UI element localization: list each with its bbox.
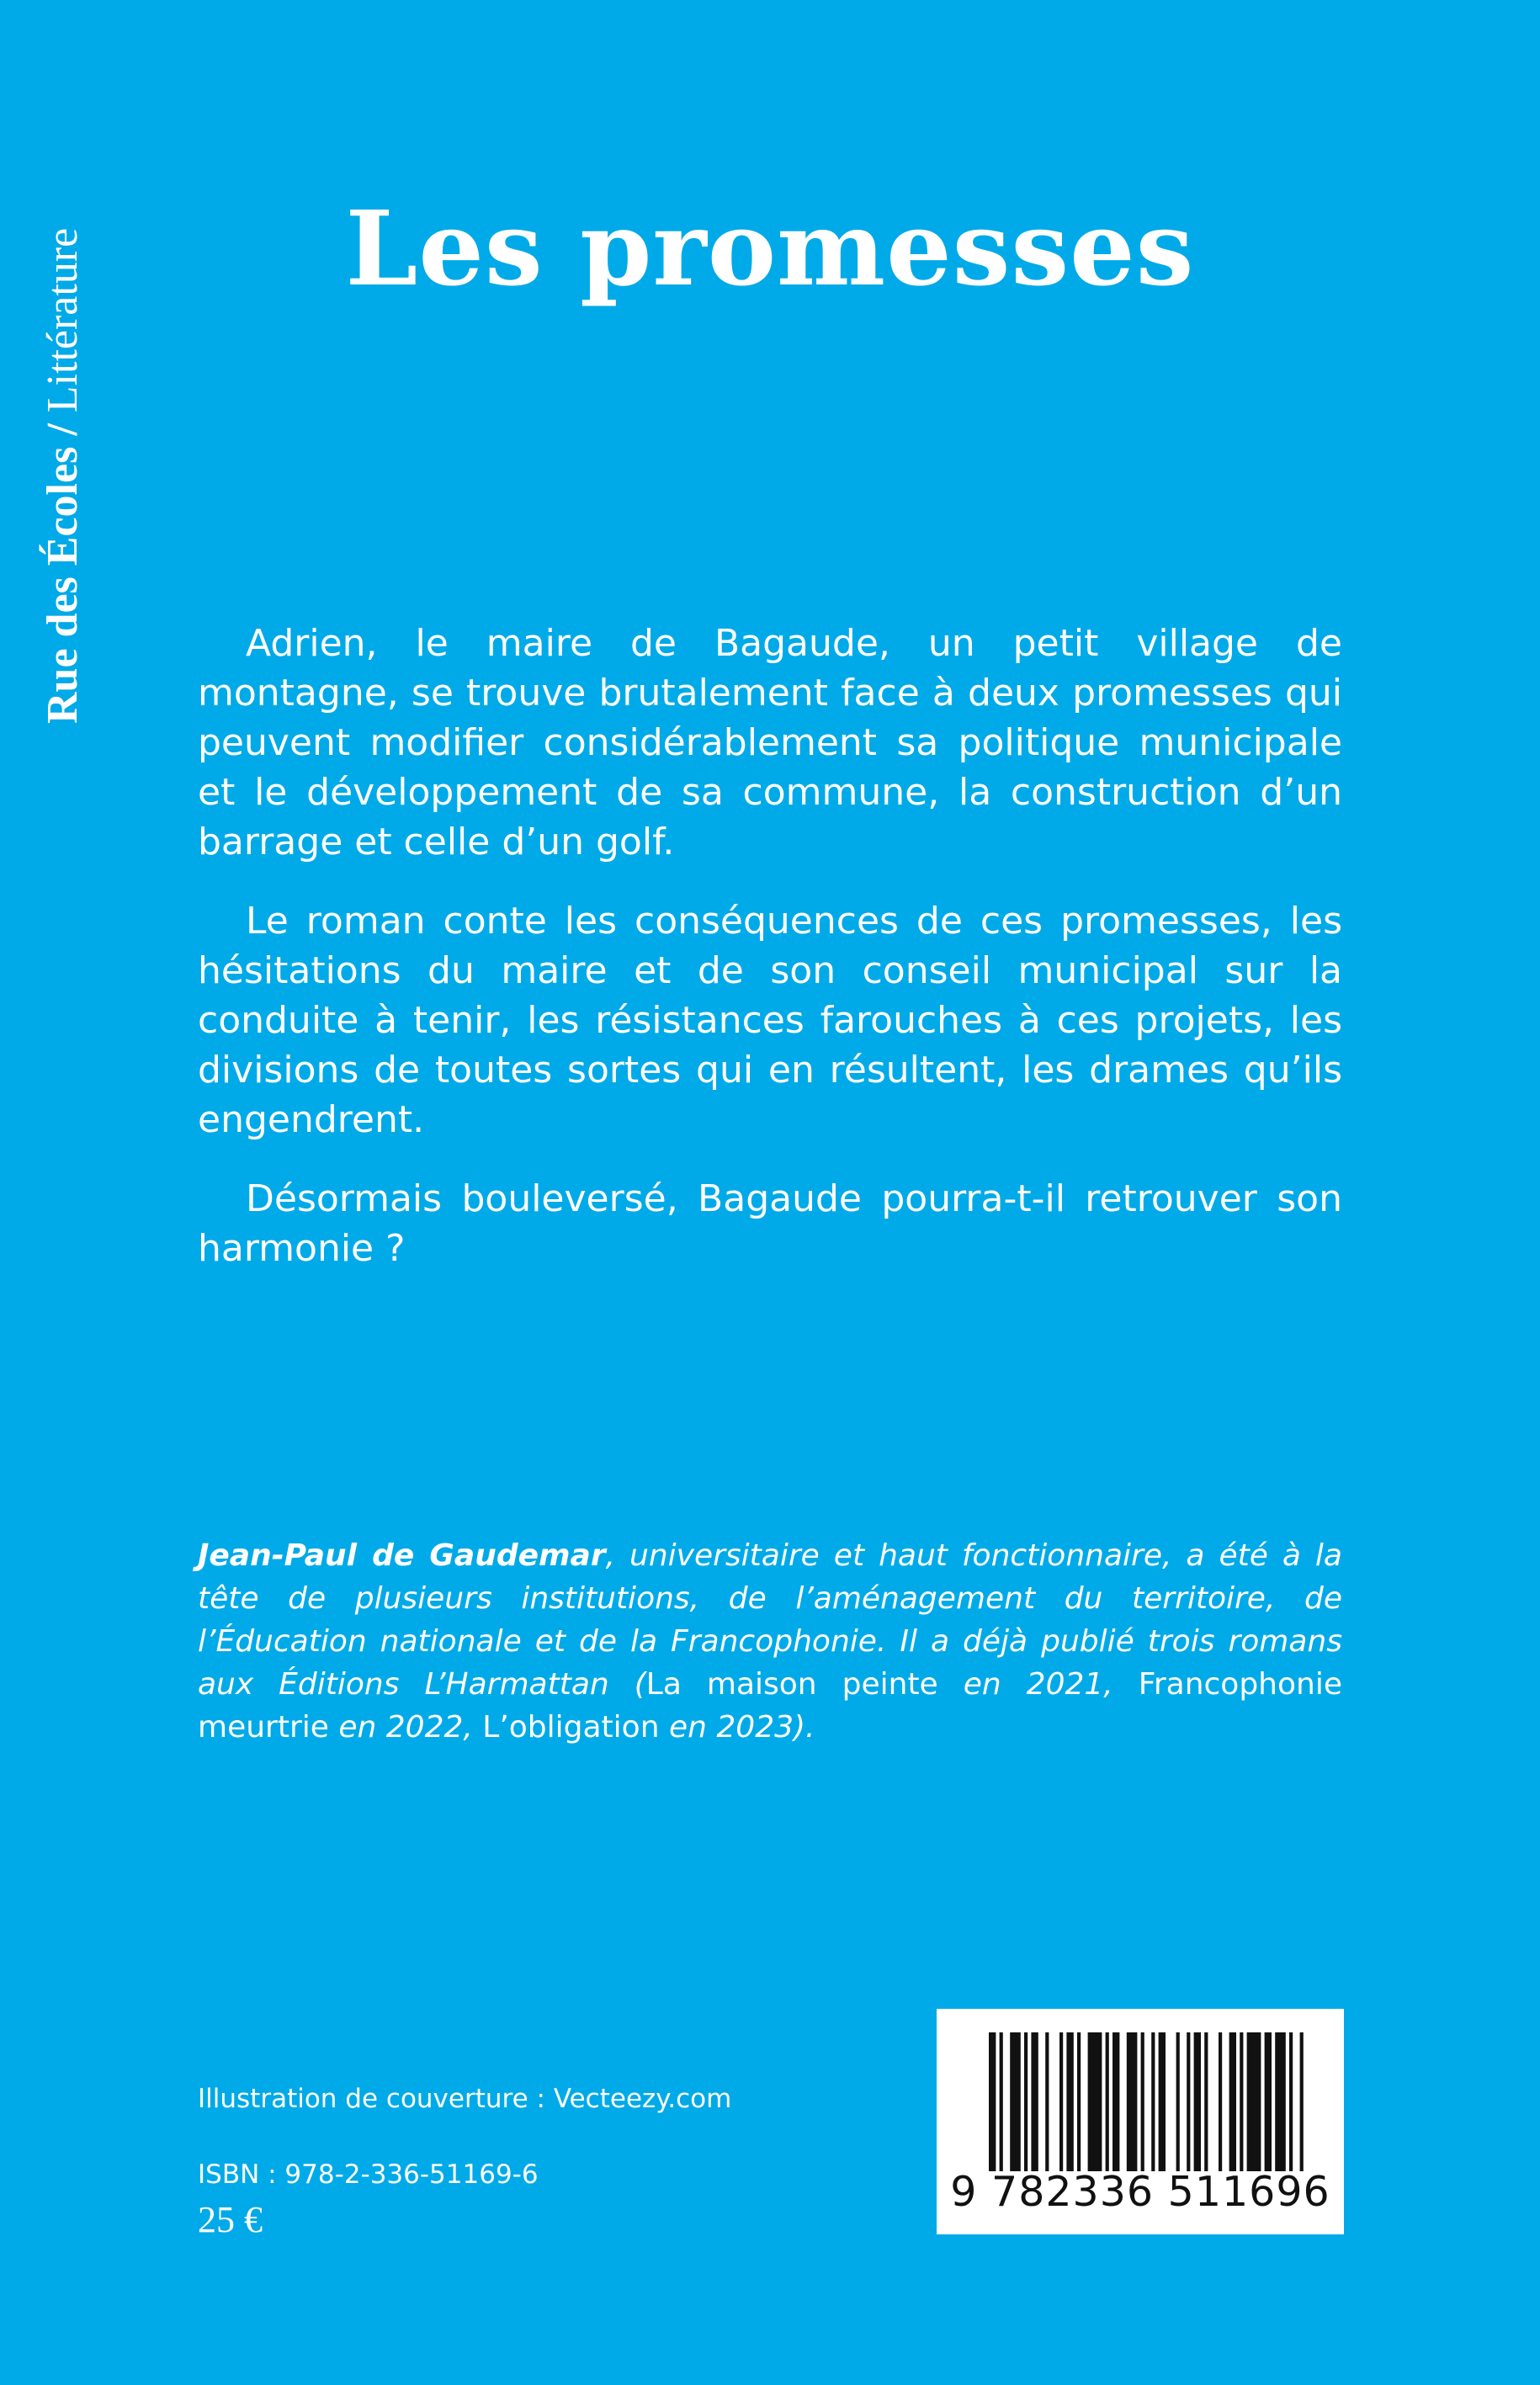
barcode-bar xyxy=(1000,2032,1003,2171)
barcode-bar xyxy=(1106,2032,1109,2171)
barcode-bar xyxy=(1194,2032,1201,2171)
bio-book-year: en 2023). xyxy=(659,1710,815,1745)
barcode-bar xyxy=(1024,2032,1028,2171)
barcode-bar xyxy=(1045,2032,1049,2171)
book-price: 25 € xyxy=(198,2199,263,2240)
illustration-credit: Illustration de couverture : Vecteezy.com xyxy=(198,2084,732,2114)
barcode-bar xyxy=(1059,2032,1063,2171)
barcode-bar xyxy=(1159,2032,1166,2171)
barcode-bar xyxy=(1010,2032,1021,2171)
bio-book-title: La maison peinte xyxy=(645,1667,938,1702)
barcode-bar xyxy=(1300,2032,1304,2171)
barcode-bar xyxy=(1275,2032,1286,2171)
blurb-paragraph: Le roman conte les conséquences de ces promesses, les hésitations du maire et de son conseil municipal sur la conduite à tenir, les résistances farouches à ces projets, les divisions de toutes sortes qui en résultent, les drames qu’ils engendrent. xyxy=(198,900,1342,1141)
isbn-number: ISBN : 978-2-336-51169-6 xyxy=(198,2159,539,2190)
barcode-bar xyxy=(1240,2032,1243,2171)
barcode-bar xyxy=(1265,2032,1272,2171)
barcode-bar xyxy=(1247,2032,1261,2171)
book-blurb xyxy=(198,619,1342,1303)
barcode-bar xyxy=(1077,2032,1081,2171)
barcode-bar xyxy=(1141,2032,1144,2171)
series-category: Littérature xyxy=(39,227,87,413)
barcode-bar xyxy=(1187,2032,1190,2171)
bio-book-title: Francophonie meurtrie xyxy=(198,1667,1342,1745)
barcode-digits: 9 782336 511696 xyxy=(950,2168,1330,2216)
barcode-bar xyxy=(1289,2032,1293,2171)
bio-book-year: en 2022, xyxy=(328,1710,483,1745)
bio-book-title: L’obligation xyxy=(482,1710,660,1745)
series-spine-label xyxy=(34,84,93,724)
barcode-bar xyxy=(1204,2032,1208,2171)
barcode-bar xyxy=(1088,2032,1102,2171)
barcode-bar xyxy=(1229,2032,1236,2171)
series-name: Rue des Écoles xyxy=(39,446,87,724)
barcode-box xyxy=(937,2009,1344,2234)
author-bio xyxy=(198,1534,1342,1749)
book-title: Les promesses xyxy=(345,188,1195,309)
barcode-icon xyxy=(937,2009,1344,2177)
barcode-bar xyxy=(1176,2032,1180,2171)
barcode-bar xyxy=(1031,2032,1038,2171)
barcode-bar xyxy=(1113,2032,1119,2171)
bio-book-year: en 2021, xyxy=(937,1667,1139,1702)
barcode-bar xyxy=(1066,2032,1073,2171)
blurb-paragraph: Désormais bouleversé, Bagaude pourra-t-il retrouver son harmonie ? xyxy=(198,1177,1342,1270)
barcode-bar xyxy=(1127,2032,1138,2171)
author-name: Jean-Paul de Gaudemar xyxy=(198,1538,606,1573)
barcode-bar xyxy=(989,2032,996,2171)
barcode-bar xyxy=(1151,2032,1155,2171)
series-separator: / xyxy=(39,412,87,447)
barcode-bar xyxy=(1219,2032,1222,2171)
bio-text: , universitaire et haut fonctionnaire, a été à la tête de plusieurs institutions, de l’aménagement du territoire, de l’Éducation nationale et de la Francophonie. Il a déjà publié trois romans aux Éditions L’Harmattan ( xyxy=(198,1538,1342,1702)
blurb-paragraph: Adrien, le maire de Bagaude, un petit village de montagne, se trouve brutalement face à deux promesses qui peuvent modifier considérablement sa politique municipale et le développement de sa commune, la construction d’un barrage et celle d’un golf. xyxy=(198,622,1342,863)
